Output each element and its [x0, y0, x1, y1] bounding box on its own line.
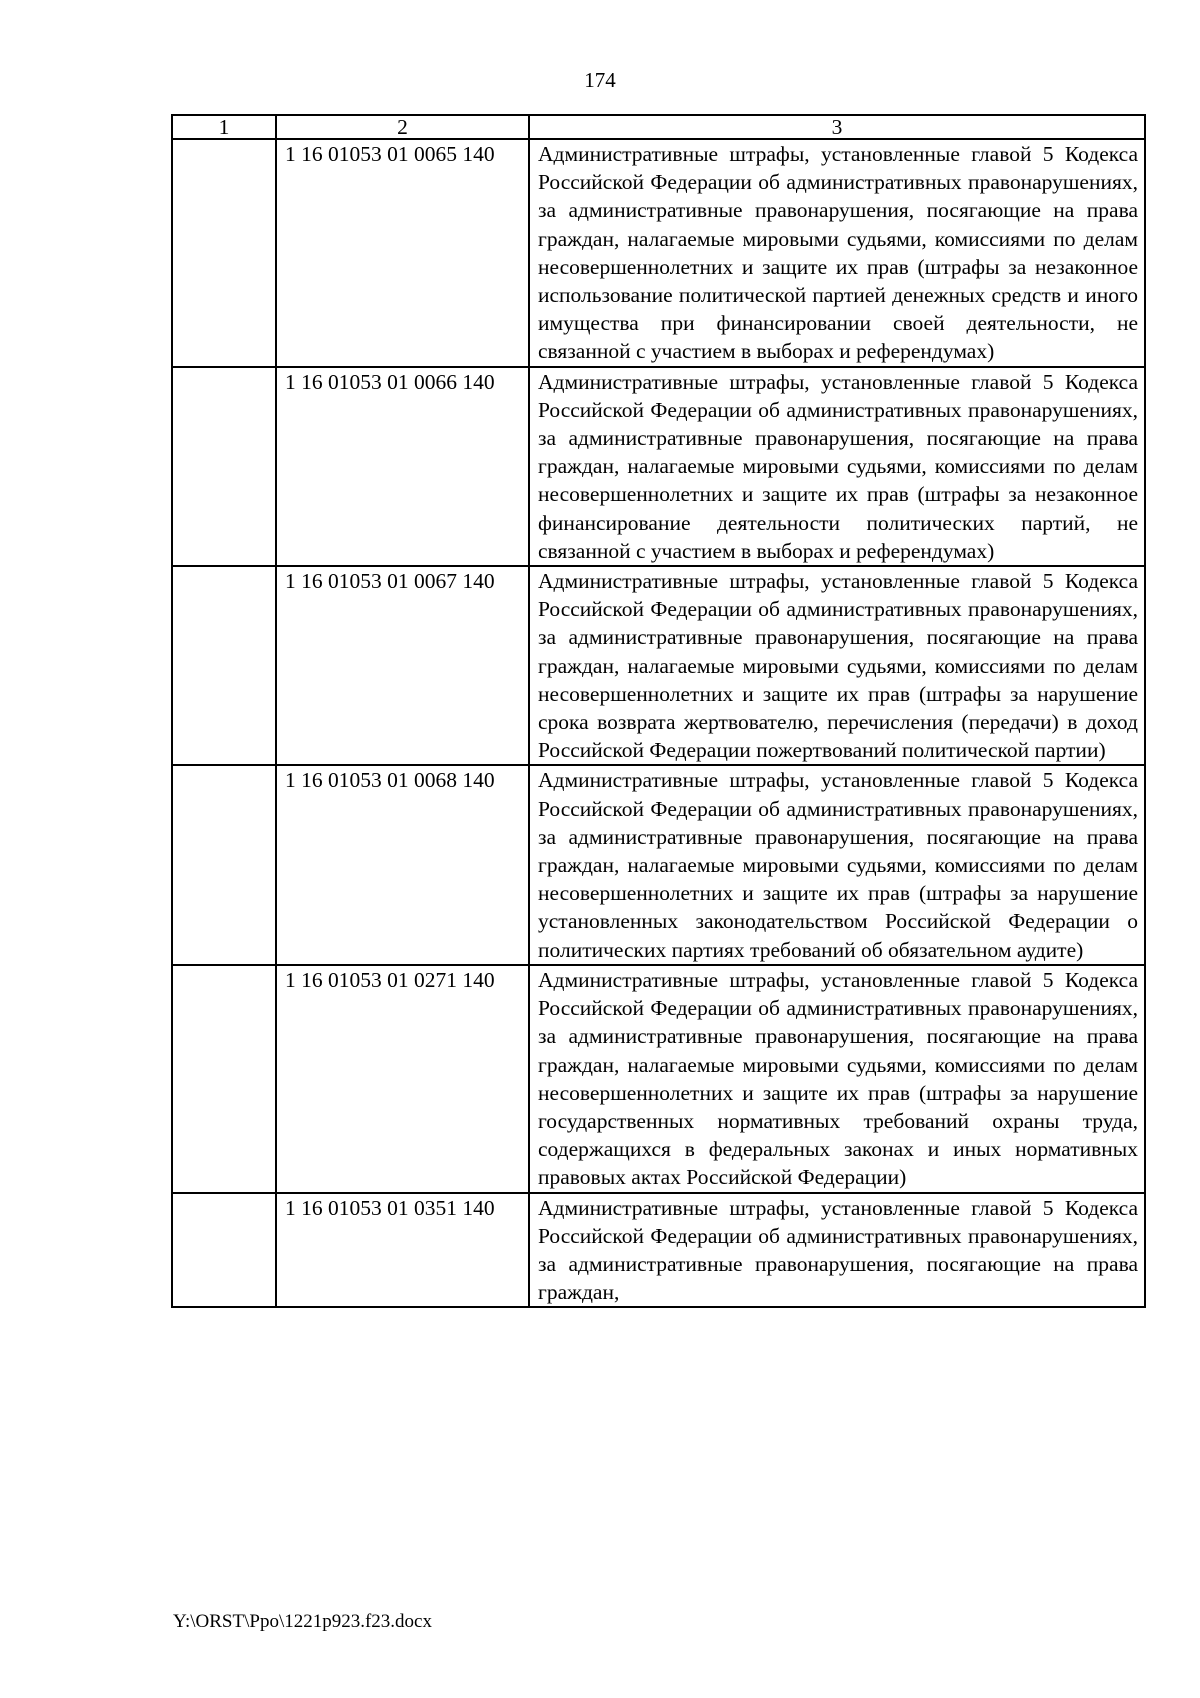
- revenue-codes-table: [171, 114, 1146, 1308]
- budget-code-cell: 1 16 01053 01 0351 140: [276, 1193, 529, 1308]
- page-number: 174: [584, 68, 616, 92]
- column-header-2: 2: [276, 115, 529, 139]
- row-col1-cell: [172, 1193, 276, 1308]
- budget-code-cell: 1 16 01053 01 0068 140: [276, 765, 529, 964]
- table-row: [172, 965, 1145, 1193]
- table-header-row: [172, 115, 1145, 139]
- row-col1-cell: [172, 139, 276, 367]
- table-row: [172, 367, 1145, 566]
- description-cell: Административные штрафы, установленные главой 5 Кодекса Российской Федерации об административных правонарушениях, за административные правонарушения, посягающие на права граждан, налагаемые мировыми судьями, комиссиями по делам несовершеннолетних и защите их прав (штрафы за нарушение срока возврата жертвователю, перечисления (передачи) в доход Российской Федерации пожертвований политической партии): [529, 566, 1145, 765]
- row-col1-cell: [172, 566, 276, 765]
- description-cell: Административные штрафы, установленные главой 5 Кодекса Российской Федерации об административных правонарушениях, за административные правонарушения, посягающие на права граждан, налагаемые мировыми судьями, комиссиями по делам несовершеннолетних и защите их прав (штрафы за нарушение государственных нормативных требований охраны труда, содержащихся в федеральных законах и иных нормативных правовых актах Российской Федерации): [529, 965, 1145, 1193]
- footer-file-path: Y:\ORST\Ppo\1221p923.f23.docx: [173, 1611, 432, 1632]
- budget-code-cell: 1 16 01053 01 0066 140: [276, 367, 529, 566]
- description-cell: Административные штрафы, установленные главой 5 Кодекса Российской Федерации об административных правонарушениях, за административные правонарушения, посягающие на права граждан, налагаемые мировыми судьями, комиссиями по делам несовершеннолетних и защите их прав (штрафы за незаконное использование политической партией денежных средств и иного имущества при финансировании своей деятельности, не связанной с участием в выборах и референдумах): [529, 139, 1145, 367]
- description-cell: Административные штрафы, установленные главой 5 Кодекса Российской Федерации об административных правонарушениях, за административные правонарушения, посягающие на права граждан, налагаемые мировыми судьями, комиссиями по делам несовершеннолетних и защите их прав (штрафы за нарушение установленных законодательством Российской Федерации о политических партиях требований об обязательном аудите): [529, 765, 1145, 964]
- budget-code-cell: 1 16 01053 01 0065 140: [276, 139, 529, 367]
- row-col1-cell: [172, 965, 276, 1193]
- description-cell: Административные штрафы, установленные главой 5 Кодекса Российской Федерации об административных правонарушениях, за административные правонарушения, посягающие на права граждан, налагаемые мировыми судьями, комиссиями по делам несовершеннолетних и защите их прав (штрафы за незаконное финансирование деятельности политических партий, не связанной с участием в выборах и референдумах): [529, 367, 1145, 566]
- row-col1-cell: [172, 765, 276, 964]
- budget-code-cell: 1 16 01053 01 0271 140: [276, 965, 529, 1193]
- column-header-3: 3: [529, 115, 1145, 139]
- table-row: [172, 1193, 1145, 1308]
- table-row: [172, 139, 1145, 367]
- budget-code-cell: 1 16 01053 01 0067 140: [276, 566, 529, 765]
- row-col1-cell: [172, 367, 276, 566]
- column-header-1: 1: [172, 115, 276, 139]
- description-cell: Административные штрафы, установленные главой 5 Кодекса Российской Федерации об административных правонарушениях, за административные правонарушения, посягающие на права граждан,: [529, 1193, 1145, 1308]
- table-row: [172, 765, 1145, 964]
- table-row: [172, 566, 1145, 765]
